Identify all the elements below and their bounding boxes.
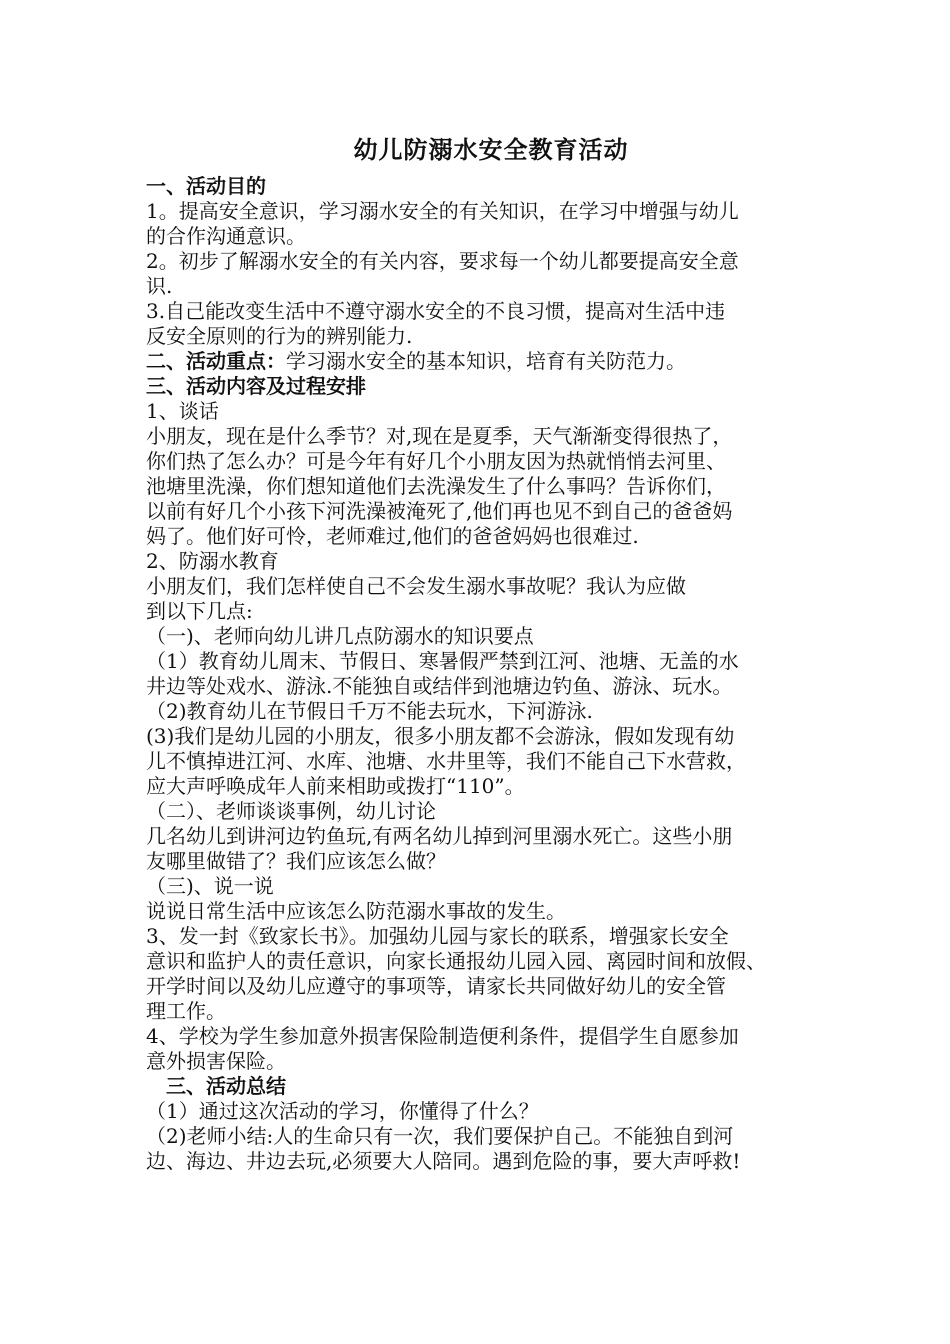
paragraph-line: 小朋友，现在是什么季节？对,现在是夏季，天气渐渐变得很热了，	[146, 424, 733, 448]
paragraph-line: (3)我们是幼儿园的小朋友，很多小朋友都不会游泳，假如发现有幼	[146, 724, 735, 748]
paragraph-line: 小朋友们，我们怎样使自己不会发生溺水事故呢？我认为应做	[146, 574, 686, 598]
paragraph-line: 开学时间以及幼儿应遵守的事项等，请家长共同做好幼儿的安全管	[146, 974, 726, 998]
paragraph-line: （一)、老师向幼儿讲几点防溺水的知识要点	[146, 624, 534, 648]
paragraph-line: 反安全原则的行为的辨别能力.	[146, 324, 413, 348]
paragraph-line: 理工作。	[146, 999, 226, 1023]
paragraph-line: （1）教育幼儿周末、节假日、寒暑假严禁到江河、池塘、无盖的水	[146, 649, 739, 673]
paragraph-line: 儿不慎掉进江河、水库、池塘、水井里等，我们不能自己下水营救，	[146, 749, 746, 773]
paragraph-line: 应大声呼唤成年人前来相助或拨打“110”。	[146, 774, 525, 798]
section-heading: 二、活动重点：	[146, 349, 286, 373]
paragraph-line: 井边等处戏水、游泳.不能独自或结伴到池塘边钓鱼、游泳、玩水。	[146, 674, 733, 698]
paragraph-line: 几名幼儿到讲河边钓鱼玩,有两名幼儿掉到河里溺水死亡。这些小朋	[146, 824, 733, 848]
paragraph-line: 池塘里洗澡，你们想知道他们去洗澡发生了什么事吗？告诉你们，	[146, 474, 726, 498]
paragraph-line: 3.自己能改变生活中不遵守溺水安全的不良习惯，提高对生活中违	[146, 299, 726, 323]
document-title: 幼儿防溺水安全教育活动	[353, 135, 629, 164]
paragraph-line: 妈了。他们好可怜，老师难过,他们的爸爸妈妈也很难过.	[146, 524, 639, 548]
paragraph-line: 边、海边、井边去玩,必须要大人陪同。遇到危险的事，要大声呼救!	[146, 1149, 741, 1173]
document-page	[146, 130, 836, 1174]
paragraph-line: （2)老师小结:人的生命只有一次，我们要保护自己。不能独自到河	[146, 1124, 734, 1148]
paragraph-line: （2)教育幼儿在节假日千万不能去玩水，下河游泳.	[146, 699, 593, 723]
paragraph-line: 4、学校为学生参加意外损害保险制造便利条件，提倡学生自愿参加	[146, 1024, 739, 1048]
section-focus	[146, 349, 836, 374]
paragraph-line: 到以下几点:	[146, 599, 253, 623]
focus-text: 学习溺水安全的基本知识，培育有关防范力。	[286, 349, 686, 373]
paragraph-line: 意识和监护人的责任意识，向家长通报幼儿园入园、离园时间和放假、	[146, 949, 766, 973]
paragraph-line: 友哪里做错了？我们应该怎么做？	[146, 849, 446, 873]
paragraph-line: 1、谈话	[146, 399, 219, 423]
paragraph-line: 2、防溺水教育	[146, 549, 279, 573]
paragraph-line: 的合作沟通意识。	[146, 224, 306, 248]
section-purpose	[146, 174, 836, 349]
section-heading: 三、活动内容及过程安排	[146, 374, 366, 398]
paragraph-line: （二）、老师谈谈事例，幼儿讨论	[146, 799, 436, 823]
paragraph-line: （1）通过这次活动的学习，你懂得了什么？	[146, 1099, 539, 1123]
paragraph-line: 识.	[146, 274, 173, 298]
section-summary	[146, 1074, 836, 1174]
paragraph-line: 说说日常生活中应该怎么防范溺水事故的发生。	[146, 899, 566, 923]
paragraph-line: 意外损害保险。	[146, 1049, 286, 1073]
paragraph-line: 以前有好几个小孩下河洗澡被淹死了,他们再也见不到自己的爸爸妈	[146, 499, 733, 523]
section-process	[146, 374, 836, 1074]
paragraph-line: 2。初步了解溺水安全的有关内容，要求每一个幼儿都要提高安全意	[146, 249, 739, 273]
paragraph-line: 3、发一封《致家长书》。加强幼儿园与家长的联系，增强家长安全	[146, 924, 729, 948]
paragraph-line: 你们热了怎么办？可是今年有好几个小朋友因为热就悄悄去河里、	[146, 449, 726, 473]
paragraph-line: （三)、说一说	[146, 874, 274, 898]
paragraph-line: 1。提高安全意识，学习溺水安全的有关知识，在学习中增强与幼儿	[146, 199, 739, 223]
section-heading: 一、活动目的	[146, 174, 266, 198]
section-heading: 三、活动总结	[166, 1074, 286, 1098]
